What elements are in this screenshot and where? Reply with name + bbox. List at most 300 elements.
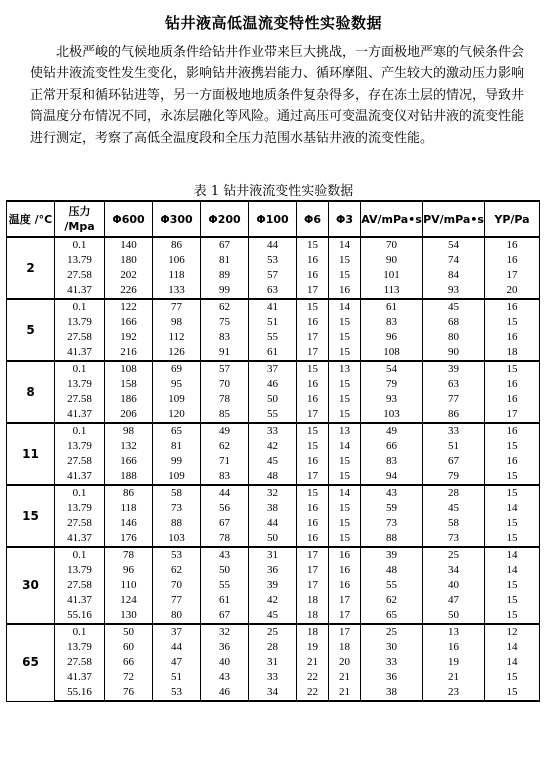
table-cell: 25 <box>249 624 297 640</box>
table-cell: 88 <box>153 516 201 531</box>
table-cell: 50 <box>201 563 249 578</box>
table-cell: 17 <box>297 407 329 423</box>
table-cell: 38 <box>361 685 423 701</box>
table-cell: 15 <box>297 485 329 501</box>
table-row <box>7 237 540 253</box>
table-cell: 202 <box>105 268 153 283</box>
table-cell: 83 <box>361 315 423 330</box>
table-cell: 83 <box>361 454 423 469</box>
table-cell: 60 <box>105 640 153 655</box>
table-cell: 40 <box>201 655 249 670</box>
table-cell: 124 <box>105 593 153 608</box>
table-cell: 15 <box>329 253 361 268</box>
table-cell: 46 <box>201 685 249 701</box>
table-cell: 33 <box>249 423 297 439</box>
table-cell: 158 <box>105 377 153 392</box>
table-cell: 133 <box>153 283 201 299</box>
table-cell: 17 <box>297 345 329 361</box>
table-cell: 16 <box>485 330 540 345</box>
table-cell: 132 <box>105 439 153 454</box>
table-cell: 33 <box>249 670 297 685</box>
table-cell: 16 <box>485 454 540 469</box>
table-cell: 44 <box>153 640 201 655</box>
table-cell: 16 <box>423 640 485 655</box>
table-cell: 27.58 <box>55 454 105 469</box>
table-cell: 16 <box>297 377 329 392</box>
table-cell: 16 <box>297 516 329 531</box>
table-cell: 50 <box>423 608 485 624</box>
table-cell: 66 <box>105 655 153 670</box>
table-cell: 50 <box>105 624 153 640</box>
table-row <box>7 501 540 516</box>
table-cell: 15 <box>485 315 540 330</box>
table-cell: 93 <box>423 283 485 299</box>
table-cell: 17 <box>329 608 361 624</box>
table-cell: 16 <box>329 578 361 593</box>
table-cell: 55 <box>249 407 297 423</box>
table-cell: 17 <box>329 624 361 640</box>
table-cell: 43 <box>201 547 249 563</box>
table-cell: 67 <box>423 454 485 469</box>
table-cell: 18 <box>297 593 329 608</box>
table-row <box>7 315 540 330</box>
table-cell: 48 <box>361 563 423 578</box>
table-cell: 34 <box>249 685 297 701</box>
table-cell: 68 <box>423 315 485 330</box>
table-cell: 0.1 <box>55 361 105 377</box>
table-cell: 0.1 <box>55 299 105 315</box>
table-cell: 17 <box>485 407 540 423</box>
table-cell: 85 <box>201 407 249 423</box>
table-cell: 12 <box>485 624 540 640</box>
table-cell: 126 <box>153 345 201 361</box>
table-cell: 50 <box>249 392 297 407</box>
table-cell: 66 <box>361 439 423 454</box>
table-cell: 47 <box>153 655 201 670</box>
page-title: 钻井液高低温流变特性实验数据 <box>164 14 382 32</box>
table-cell: 13.79 <box>55 640 105 655</box>
table-row <box>7 485 540 501</box>
table-cell: 13.79 <box>55 563 105 578</box>
table-cell: 0.1 <box>55 485 105 501</box>
table-cell: 17 <box>297 330 329 345</box>
table-cell: 78 <box>201 392 249 407</box>
table-cell: 78 <box>105 547 153 563</box>
table-row <box>7 439 540 454</box>
table-cell: 15 <box>297 423 329 439</box>
table-cell: 16 <box>485 423 540 439</box>
table-row <box>7 268 540 283</box>
table-cell: 55.16 <box>55 608 105 624</box>
table-cell: 0.1 <box>55 423 105 439</box>
table-cell: 63 <box>423 377 485 392</box>
table-cell: 34 <box>423 563 485 578</box>
table-cell: 74 <box>423 253 485 268</box>
table-cell: 88 <box>361 531 423 547</box>
table-cell: 15 <box>329 377 361 392</box>
table-row <box>7 608 540 624</box>
table-cell: 22 <box>297 670 329 685</box>
temperature-cell: 2 <box>7 237 55 299</box>
table-cell: 44 <box>201 485 249 501</box>
table-cell: 16 <box>485 392 540 407</box>
table-cell: 41.37 <box>55 670 105 685</box>
table-cell: 15 <box>485 578 540 593</box>
column-header: 压力 /Mpa <box>55 201 105 237</box>
table-cell: 16 <box>297 392 329 407</box>
table-cell: 48 <box>249 469 297 485</box>
column-header: PV/mPa•s <box>423 201 485 237</box>
table-cell: 140 <box>105 237 153 253</box>
table-cell: 39 <box>423 361 485 377</box>
table-cell: 31 <box>249 547 297 563</box>
table-row <box>7 454 540 469</box>
table-cell: 13 <box>329 423 361 439</box>
table-cell: 51 <box>423 439 485 454</box>
table-cell: 101 <box>361 268 423 283</box>
table-cell: 86 <box>423 407 485 423</box>
table-cell: 93 <box>361 392 423 407</box>
table-cell: 41.37 <box>55 531 105 547</box>
table-cell: 15 <box>485 439 540 454</box>
table-cell: 110 <box>105 578 153 593</box>
table-cell: 16 <box>485 237 540 253</box>
table-cell: 99 <box>153 454 201 469</box>
table-cell: 86 <box>105 485 153 501</box>
table-cell: 21 <box>297 655 329 670</box>
table-cell: 16 <box>297 531 329 547</box>
table-cell: 16 <box>297 268 329 283</box>
table-cell: 17 <box>297 563 329 578</box>
table-cell: 53 <box>153 547 201 563</box>
table-cell: 166 <box>105 454 153 469</box>
table-cell: 96 <box>361 330 423 345</box>
table-cell: 15 <box>297 439 329 454</box>
table-row <box>7 685 540 701</box>
table-cell: 62 <box>361 593 423 608</box>
table-cell: 33 <box>361 655 423 670</box>
table-cell: 14 <box>329 439 361 454</box>
table-cell: 15 <box>329 392 361 407</box>
column-header: AV/mPa•s <box>361 201 423 237</box>
table-cell: 15 <box>329 501 361 516</box>
table-cell: 13.79 <box>55 439 105 454</box>
table-cell: 16 <box>297 315 329 330</box>
table-cell: 17 <box>485 268 540 283</box>
table-cell: 70 <box>361 237 423 253</box>
table-cell: 81 <box>153 439 201 454</box>
table-cell: 103 <box>153 531 201 547</box>
table-cell: 14 <box>329 485 361 501</box>
table-cell: 15 <box>329 345 361 361</box>
table-cell: 106 <box>153 253 201 268</box>
table-cell: 16 <box>329 563 361 578</box>
table-cell: 61 <box>201 593 249 608</box>
table-row <box>7 345 540 361</box>
table-cell: 41.37 <box>55 469 105 485</box>
table-cell: 94 <box>361 469 423 485</box>
table-cell: 54 <box>423 237 485 253</box>
table-cell: 71 <box>201 454 249 469</box>
table-cell: 27.58 <box>55 516 105 531</box>
table-cell: 186 <box>105 392 153 407</box>
table-cell: 16 <box>297 253 329 268</box>
table-cell: 44 <box>249 237 297 253</box>
table-row <box>7 469 540 485</box>
table-cell: 23 <box>423 685 485 701</box>
table-cell: 77 <box>423 392 485 407</box>
table-cell: 16 <box>485 299 540 315</box>
table-cell: 42 <box>249 593 297 608</box>
table-cell: 13.79 <box>55 501 105 516</box>
table-cell: 39 <box>249 578 297 593</box>
table-cell: 53 <box>153 685 201 701</box>
table-cell: 83 <box>201 469 249 485</box>
table-cell: 75 <box>201 315 249 330</box>
table-cell: 32 <box>249 485 297 501</box>
table-cell: 57 <box>249 268 297 283</box>
table-cell: 99 <box>201 283 249 299</box>
table-cell: 98 <box>153 315 201 330</box>
table-caption: 表 1 钻井液流变性实验数据 <box>193 184 354 199</box>
table-cell: 50 <box>249 531 297 547</box>
table-cell: 16 <box>485 377 540 392</box>
table-cell: 79 <box>423 469 485 485</box>
table-cell: 37 <box>153 624 201 640</box>
table-cell: 17 <box>297 578 329 593</box>
table-row <box>7 516 540 531</box>
column-header: YP/Pa <box>485 201 540 237</box>
table-cell: 15 <box>329 330 361 345</box>
table-cell: 36 <box>249 563 297 578</box>
table-cell: 15 <box>329 469 361 485</box>
intro-paragraph: 北极严峻的气候地质条件给钻井作业带来巨大挑战，一方面极地严寒的气候条件会使钻井液流变性发生变化，影响钻井液携岩能力、循环摩阻、产生较大的激动压力影响正常开泵和循环钻进等，另一方面极地地质条件复杂得多，存在冻土层的情况，导致井筒温度分布情况不同，永冻层融化等风险。通过高压可变温流变仪对钻井液的流变性能进行测定，考察了高低全温度段和全压力范围水基钻井液的流变性能。 <box>30 45 525 146</box>
table-cell: 18 <box>297 624 329 640</box>
table-cell: 98 <box>105 423 153 439</box>
table-cell: 206 <box>105 407 153 423</box>
table-cell: 15 <box>329 531 361 547</box>
table-cell: 49 <box>201 423 249 439</box>
table-cell: 176 <box>105 531 153 547</box>
table-cell: 67 <box>201 237 249 253</box>
table-cell: 95 <box>153 377 201 392</box>
table-cell: 45 <box>423 501 485 516</box>
table-cell: 41.37 <box>55 407 105 423</box>
table-cell: 118 <box>105 501 153 516</box>
table-row <box>7 283 540 299</box>
table-cell: 17 <box>329 593 361 608</box>
table-cell: 36 <box>361 670 423 685</box>
table-cell: 83 <box>201 330 249 345</box>
table-cell: 16 <box>297 501 329 516</box>
table-cell: 27.58 <box>55 578 105 593</box>
table-cell: 13.79 <box>55 315 105 330</box>
table-cell: 166 <box>105 315 153 330</box>
table-row <box>7 640 540 655</box>
table-cell: 14 <box>485 640 540 655</box>
table-cell: 0.1 <box>55 547 105 563</box>
table-cell: 58 <box>153 485 201 501</box>
table-cell: 61 <box>361 299 423 315</box>
table-cell: 80 <box>153 608 201 624</box>
table-cell: 77 <box>153 593 201 608</box>
table-cell: 21 <box>329 670 361 685</box>
table-cell: 112 <box>153 330 201 345</box>
table-cell: 41 <box>249 299 297 315</box>
table-cell: 40 <box>423 578 485 593</box>
table-row <box>7 330 540 345</box>
table-cell: 39 <box>361 547 423 563</box>
table-cell: 90 <box>361 253 423 268</box>
table-cell: 61 <box>249 345 297 361</box>
table-cell: 27.58 <box>55 268 105 283</box>
table-cell: 43 <box>361 485 423 501</box>
table-cell: 13 <box>329 361 361 377</box>
table-cell: 65 <box>153 423 201 439</box>
table-cell: 19 <box>297 640 329 655</box>
temperature-cell: 15 <box>7 485 55 547</box>
table-cell: 69 <box>153 361 201 377</box>
table-row <box>7 670 540 685</box>
table-cell: 16 <box>485 253 540 268</box>
table-cell: 56 <box>201 501 249 516</box>
table-row <box>7 563 540 578</box>
table-cell: 25 <box>423 547 485 563</box>
table-cell: 41.37 <box>55 283 105 299</box>
table-cell: 18 <box>485 345 540 361</box>
table-cell: 15 <box>329 407 361 423</box>
table-row <box>7 423 540 439</box>
table-cell: 73 <box>423 531 485 547</box>
table-row <box>7 377 540 392</box>
table-row <box>7 547 540 563</box>
table-cell: 57 <box>201 361 249 377</box>
table-cell: 70 <box>201 377 249 392</box>
column-header: Φ3 <box>329 201 361 237</box>
table-cell: 62 <box>201 299 249 315</box>
table-cell: 15 <box>485 670 540 685</box>
table-cell: 51 <box>153 670 201 685</box>
table-cell: 14 <box>485 655 540 670</box>
table-cell: 51 <box>249 315 297 330</box>
table-cell: 15 <box>485 469 540 485</box>
table-cell: 81 <box>201 253 249 268</box>
table-header-row <box>7 201 540 237</box>
temperature-cell: 11 <box>7 423 55 485</box>
table-row <box>7 407 540 423</box>
table-cell: 109 <box>153 392 201 407</box>
column-header: Φ6 <box>297 201 329 237</box>
table-cell: 80 <box>423 330 485 345</box>
table-cell: 15 <box>329 315 361 330</box>
table-cell: 78 <box>201 531 249 547</box>
table-cell: 31 <box>249 655 297 670</box>
table-cell: 13.79 <box>55 377 105 392</box>
table-cell: 55 <box>249 330 297 345</box>
table-cell: 38 <box>249 501 297 516</box>
table-cell: 15 <box>485 608 540 624</box>
table-cell: 13.79 <box>55 253 105 268</box>
column-header: 温度 /°C <box>7 201 55 237</box>
table-cell: 18 <box>297 608 329 624</box>
table-cell: 14 <box>329 237 361 253</box>
table-cell: 14 <box>485 547 540 563</box>
table-cell: 46 <box>249 377 297 392</box>
table-cell: 49 <box>361 423 423 439</box>
table-cell: 15 <box>485 361 540 377</box>
table-cell: 67 <box>201 516 249 531</box>
table-cell: 77 <box>153 299 201 315</box>
table-row <box>7 593 540 608</box>
table-cell: 44 <box>249 516 297 531</box>
table-cell: 25 <box>361 624 423 640</box>
table-row <box>7 299 540 315</box>
table-cell: 53 <box>249 253 297 268</box>
temperature-cell: 30 <box>7 547 55 624</box>
table-row <box>7 253 540 268</box>
column-header: Φ100 <box>249 201 297 237</box>
table-cell: 15 <box>329 516 361 531</box>
table-cell: 14 <box>329 299 361 315</box>
table-row <box>7 578 540 593</box>
table-cell: 86 <box>153 237 201 253</box>
table-cell: 20 <box>485 283 540 299</box>
table-row <box>7 392 540 407</box>
table-cell: 36 <box>201 640 249 655</box>
table-cell: 19 <box>423 655 485 670</box>
table-cell: 0.1 <box>55 624 105 640</box>
table-cell: 21 <box>329 685 361 701</box>
table-cell: 62 <box>201 439 249 454</box>
table-cell: 192 <box>105 330 153 345</box>
table-cell: 27.58 <box>55 392 105 407</box>
table-cell: 109 <box>153 469 201 485</box>
table-cell: 55 <box>201 578 249 593</box>
table-cell: 65 <box>361 608 423 624</box>
table-cell: 37 <box>249 361 297 377</box>
table-cell: 45 <box>249 454 297 469</box>
table-cell: 16 <box>329 547 361 563</box>
table-cell: 113 <box>361 283 423 299</box>
table-cell: 76 <box>105 685 153 701</box>
table-cell: 15 <box>485 516 540 531</box>
table-cell: 16 <box>329 283 361 299</box>
table-cell: 55.16 <box>55 685 105 701</box>
table-cell: 17 <box>297 283 329 299</box>
table-cell: 15 <box>329 454 361 469</box>
table-cell: 45 <box>423 299 485 315</box>
table-cell: 15 <box>297 237 329 253</box>
table-cell: 188 <box>105 469 153 485</box>
table-cell: 79 <box>361 377 423 392</box>
table-cell: 15 <box>485 593 540 608</box>
table-cell: 42 <box>249 439 297 454</box>
table-cell: 45 <box>249 608 297 624</box>
table-cell: 15 <box>297 361 329 377</box>
table-cell: 18 <box>329 640 361 655</box>
table-cell: 122 <box>105 299 153 315</box>
table-cell: 216 <box>105 345 153 361</box>
table-cell: 130 <box>105 608 153 624</box>
table-cell: 21 <box>423 670 485 685</box>
table-cell: 180 <box>105 253 153 268</box>
table-row <box>7 624 540 640</box>
temperature-cell: 8 <box>7 361 55 423</box>
temperature-cell: 65 <box>7 624 55 701</box>
temperature-cell: 5 <box>7 299 55 361</box>
column-header: Φ600 <box>105 201 153 237</box>
table-cell: 30 <box>361 640 423 655</box>
